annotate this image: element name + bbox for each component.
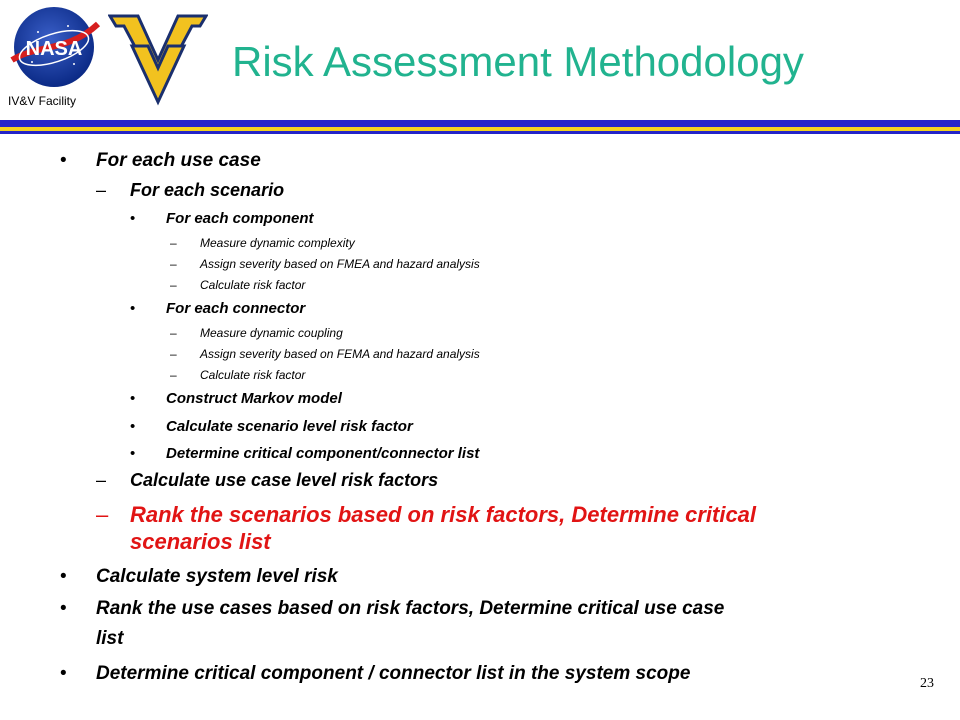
item-calculate-risk-factor: Calculate risk factor: [200, 278, 306, 292]
dash-marker: –: [170, 326, 177, 340]
bullet-rank-use-cases-cont: list: [96, 628, 124, 649]
bullet-rank-use-cases: Rank the use cases based on risk factors, Determine critical use case: [96, 598, 725, 619]
wv-logo-text: WV: [108, 12, 110, 13]
dash-marker: –: [170, 257, 177, 271]
item-calculate-risk-factor: Calculate risk factor: [200, 368, 306, 382]
item-measure-complexity: Measure dynamic complexity: [200, 236, 355, 250]
bullet-system-level-risk: Calculate system level risk: [96, 566, 338, 587]
bullet-for-each-connector: For each connector: [166, 300, 306, 317]
bullet-for-each-component: For each component: [166, 210, 314, 227]
bullet-calculate-use-case-risk: Calculate use case level risk factors: [130, 470, 439, 490]
bullet-marker: •: [130, 300, 136, 317]
bullet-marker: •: [130, 390, 136, 407]
bullet-marker: •: [60, 150, 67, 171]
dash-marker: –: [96, 502, 109, 527]
dash-marker: –: [170, 278, 177, 292]
facility-label: IV&V Facility: [8, 94, 77, 108]
bullet-marker: •: [130, 210, 136, 227]
bullet-marker: •: [60, 663, 67, 684]
item-assign-severity-fema: Assign severity based on FEMA and hazard analysis: [200, 347, 480, 361]
bullet-marker: •: [130, 418, 136, 435]
bullet-marker: •: [60, 566, 67, 587]
bullet-rank-scenarios-cont: scenarios list: [130, 529, 271, 554]
bullet-rank-scenarios: Rank the scenarios based on risk factors, Determine critical: [130, 502, 757, 527]
slide-title: Risk Assessment Methodology: [232, 38, 804, 85]
bullet-for-each-use-case: For each use case: [96, 150, 261, 171]
bullet-determine-critical-list: Determine critical component/connector list: [166, 445, 480, 462]
dash-marker: –: [96, 180, 107, 200]
dash-marker: –: [170, 347, 177, 361]
dash-marker: –: [170, 368, 177, 382]
bullet-marker: •: [60, 598, 67, 619]
bullet-calculate-scenario-risk: Calculate scenario level risk factor: [166, 418, 413, 435]
dash-marker: –: [96, 470, 107, 490]
bullet-for-each-scenario: For each scenario: [130, 180, 285, 200]
bullet-marker: •: [130, 445, 136, 462]
page-number: 23: [920, 676, 934, 691]
bullet-construct-markov: Construct Markov model: [166, 390, 342, 407]
nasa-logo-text: NASA: [25, 38, 83, 60]
item-assign-severity-fmea: Assign severity based on FMEA and hazard analysis: [200, 257, 480, 271]
dash-marker: –: [170, 236, 177, 250]
bullet-critical-system-scope: Determine critical component / connector list in the system scope: [96, 663, 691, 684]
item-measure-coupling: Measure dynamic coupling: [200, 326, 343, 340]
